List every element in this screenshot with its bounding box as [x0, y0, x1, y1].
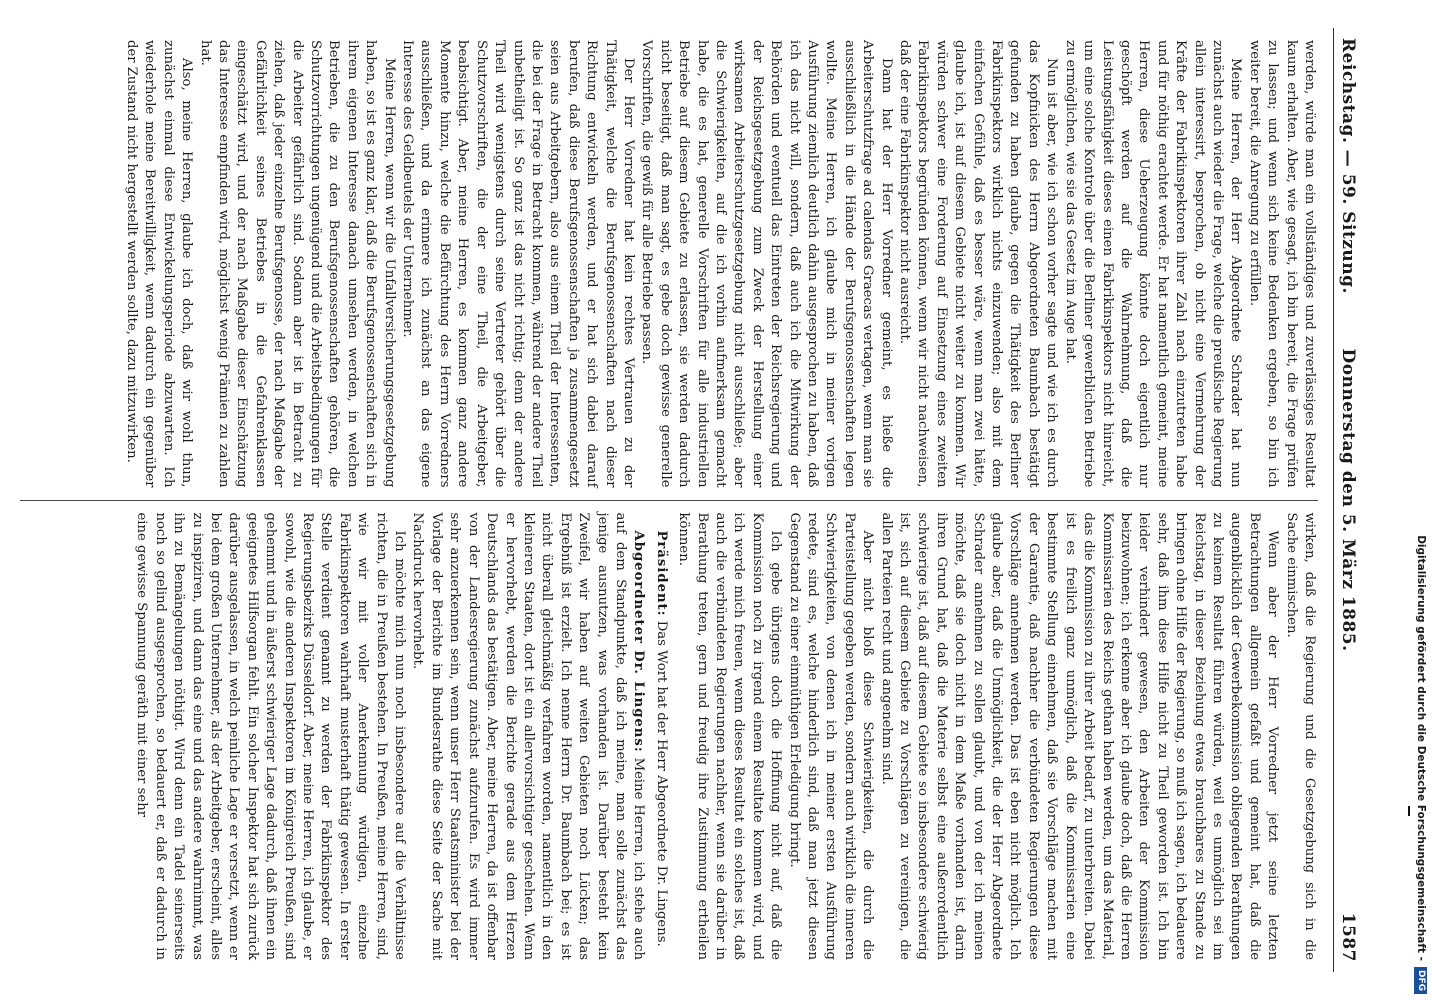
- paragraph: Aber nicht bloß diese Schwierigkeiten, die durch die Parteistellung gegeben werden, sondern auch wirklich die inneren Schwierigkeiten, von denen ich in meiner ersten Ausführung redete, sind es, welche hinderlich sind, daß man jetzt diesen Gegenstand zu einer einmüthigen Erledigung bringt.: [786, 512, 876, 960]
- speaker-text: Meine Herren, ich stehe auch auf dem Standpunkte, daß ich meine, man solle zunächst das jenige ausnutzen, was vorhanden ist. Darüber besteht kein Zweifel, wir haben auf weiten Gebieten noch Lücken; das Ergebniß ist erzielt. Ich nenne Herrn Dr. Baumbach bei; es ist nicht überall gleichmäßig verfahren worden, namentlich in den kleineren Staaten, dort ist ein allervorsichtiger geschehen. Wenn er hervorhebt, werden die Berichte gerade aus dem Herzen Deutschlands das bestätigen. Aber, meine Herren, da ist offenbar von der Landesregierung zunächst aufzurufen. Es wird immer sehr anzuerkennen sein, wenn unser Herr Staatsminister bei der Vorlage der Berichte im Bundesrathe diese Seite der Sache mit Nachdruck hervorhebt.: [410, 512, 647, 960]
- running-head-date: Donnerstag den 5. März 1885.: [1338, 348, 1358, 652]
- speaker-remark: [408, 513, 647, 961]
- running-head: [1333, 28, 1358, 972]
- paragraph: Also, meine Herren, glaube ich doch, daß wir wohl thun, zunächst einmal diese Entwickelungsperiode abzuwarten. Ich wiederhole meine Bereitwilligkeit, wenn dadurch ein gegenüber der Zustand nicht hergestellt werden sollte, dazu mitzuwirken.: [124, 40, 195, 488]
- paragraph: Meine Herren, wenn wir die Unfallversicherungsgesetzgebung haben, so ist es ganz klar, daß die Berufsgenossenschaften sich in ihrem eigenen Interesse danach umsehen werden, in welchen Betrieben, die zu den Berufsgenossenschaften gehören, die Schutzvorrichtungen ungenügend und die Arbeitsbedingungen für die Arbeiter gefährlich sind. Sodann aber ist in Betracht zu ziehen, daß jeder einzelne Berufsgenosse, der nach Maßgabe der Gefährlichkeit seines Betriebes in die Gefahrenklassen eingeschätzt wird, und der nach Maßgabe dieser Einschätzung das Interesse empfinden wird, möglichst wenig Prämien zu zahlen hat.: [197, 40, 397, 488]
- president-remark: [651, 513, 669, 961]
- paragraph: Nun ist aber, wie ich schon vorher sagte und wie ich es durch das Kopfnicken des Herrn Abgeordneten Baumbach bestätigt gefunden zu haben glaube, gegen die Thätigkeit des Berliner Fabrikinspektors wirklich nichts einzuwenden; also mit dem einfachen Gefühle, daß es besser wäre, wenn man zwei hätte, glaube ich, ist auf diesem Gebiete nicht weiter zu kommen. Wir würden schwer eine Forderung auf Einsetzung eines zweiten Fabrikinspektors begründen können, wenn wir nicht nachweisen, daß der eine Fabrikinspektor nicht ausreicht.: [897, 40, 1060, 488]
- page-number: 1587: [1338, 912, 1358, 962]
- paragraph: Der Herr Vorredner hat kein rechtes Vertrauen zu der Thätigkeit, welche die Berufsgenossenschaften nach dieser Richtung entwickeln werden, und er hat sich dabei darauf berufen, daß diese Berufsgenossenschaften ja zusammengesetzt seien aus Arbeitgebern, also aus einem Theil der Interessenten, die bei der Frage in Betracht kommen, während der andere Theil unbetheiligt ist. So ganz ist das nicht richtig; denn der andere Theil wird wenigstens durch seine Vertreter gehört über die Schutzvorschriften, die der eine Theil, die Arbeitgeber, beabsichtigt. Aber, meine Herren, es kommen ganz andere Momente hinzu, welche die Befürchtung des Herrn Vorredners ausschließen, und da erinnere ich zunächst an das eigene Interesse des Geldbeutels der Unternehmer.: [400, 40, 636, 488]
- paragraph: wirken, daß die Regierung und die Gesetzgebung sich in die Sache einmischen.: [1283, 512, 1317, 960]
- paragraph: Meine Herren, der Herr Abgeordnete Schrader hat nun zunächst auch wieder die Frage, welche die preußische Regierung allein interessirt, besprochen, ob nicht eine Vermehrung der Kräfte der Fabrikinspektoren ihrer Zahl nach einzutreten habe und für nöthig erachtet werde. Er hat namentlich gemeint, meine Herren, diese Ueberzeugung könnte doch eigentlich nur geschöpft werden auf die Wahrnehmung, daß die Leistungsfähigkeit dieses einen Fabrikinspektors nicht hinreicht, um eine solche Kontrole über die Berliner gewerblichen Betriebe zu ermöglichen, wie sie das Gesetz im Auge hat.: [1062, 40, 1244, 488]
- president-label: Präsident:: [653, 530, 669, 617]
- paragraph: Dann hat der Herr Vorredner gemeint, es hieße die Arbeiterschutzfrage ad calendas Graecas vertagen, wenn man sie ausschließlich in die Hände der Berufsgenossenschaften legen wollte. Meine Herren, ich glaube mich in meiner vorigen Ausführung ziemlich deutlich dahin ausgesprochen zu haben, daß ich das nicht will, sondern, daß auch ich die Mitwirkung der Behörden und eventuell das Eintreten der Reichsregierung und der Reichsgesetzgebung zum Zweck der Herstellung einer wirksamen Arbeiterschutzgesetzgebung nicht ausschließe; aber die Schwierigkeiten, auf die ich vorhin aufmerksam gemacht habe, die es hat, generelle Vorschriften für alle industriellen Betriebe auf diesem Gebiete zu erlassen, sie werden dadurch nicht beseitigt, daß man sagt, es gebe doch gewisse generelle Vorschriften, die gewiß für alle Betriebe passen.: [639, 40, 894, 488]
- speaker-label: Abgeordneter Dr. Lingens:: [631, 530, 647, 753]
- text-columns: [20, 28, 1318, 972]
- digitization-credit: [1410, 0, 1432, 1000]
- running-head-left: Reichstag. — 59. Sitzung.: [1338, 38, 1358, 294]
- paragraph: Ich möchte mich nun noch insbesondere auf die Verhältnisse richten, die in Preußen bestehen. In Preußen, meine Herren, sind, wie wir mit voller Anerkennung würdigen, einzelne Fabrikinspektoren wahrhaft musterhaft thätig gewesen. In erster Stelle verdient genannt zu werden der Fabrikinspektor des Regierungsbezirks Düsseldorf. Aber, meine Herren, ich glaube, er sowohl, wie die anderen Inspektoren im Königreich Preußen, sind gehemmt und in äußerst schwieriger Lage dadurch, daß ihnen ein geeignetes Hilfsorgan fehlt. Ein solcher Inspektor hat sich zurück darüber ausgelassen, in welch peinliche Lage er versetzt, wenn er bei dem großen Unternehmer, als der Arbeitgeber, erscheint, alles zu inspiziren, und dann das eine und das andere wahrnimmt, was ihn zu Bemängelungen nöthigt. Wird denn ein Tadel seinerseits noch so gelind ausgesprochen, so bedauert er, daß er dadurch in eine gewisse Spannung geräth mit einer sehr: [134, 512, 408, 960]
- column-right: [20, 500, 1318, 973]
- paragraph: werden, würde man ein vollständiges und zuverlässiges Resultat kaum erhalten. Aber, wie gesagt, ich bin bereit, die Frage prüfen zu lassen; und wenn sich keine Bedenken ergeben, so bin ich weiter bereit, die Anregung zu erfüllen.: [1246, 40, 1317, 488]
- paragraph: Ich gebe übrigens doch die Hoffnung nicht auf, daß die Kommission noch zu irgend einem Resultate kommen wird, und ich werde mich freuen, wenn dieses Resultat ein solches ist, daß auch die verbündeten Regierungen nachher, wenn sie darüber in Berathung treten, gern und freudig ihre Zustimmung ertheilen können.: [676, 512, 784, 960]
- dfg-logo: DFG: [1415, 967, 1428, 994]
- digitization-credit-strip: [1410, 0, 1432, 1000]
- president-text: Das Wort hat der Herr Abgeordnete Dr. Lingens.: [653, 620, 669, 947]
- paragraph: Wenn aber der Herr Vorredner jetzt seine letzten Betrachtungen allgemein gefaßt und gemeint hat, daß die augenblicklich der Gewerbekommission obliegenden Berathungen zu keinem Resultat führen würden, weil es unmöglich sei im Reichstag, in dieser Beziehung etwas brauchbares zu Stande zu bringen ohne Hilfe der Regierung, so muß ich sagen, ich bedauere sehr, daß ihm diese Hilfe nicht zu Theil geworden ist. Ich bin leider verhindert gewesen, den Arbeiten der Kommission beizuwohnen; ich erkenne aber ich glaube doch, daß die Herren Kommissarien des Reichs gethan haben werden, um das Material, das die Kommission zu ihrer Arbeit bedarf, zu unterbreiten. Dabei ist es freilich ganz unmöglich, daß die Kommissarien eine bestimmte Stellung einnehmen, daß sie Vorschläge machen mit der Garantie, daß nachher die verbündeten Regierungen diese Vorschläge annehmen werden. Das ist eben nicht möglich. Ich glaube aber, daß die Unmöglichkeit, die der Herr Abgeordnete Schrader annehmen zu sollen glaubt, und von der ich meinen möchte, daß sie doch nicht in dem Maße vorhanden ist, darin ihren Grund hat, daß die Materie selbst eine außerordentlich schwierige ist, daß auf diesem Gebiete so insbesondere schwierig ist, sich auf diesem Gebiete zu Vorschlägen zu vereinigen, die allen Parteien recht und angenehm sind.: [878, 512, 1281, 960]
- column-left: [20, 28, 1318, 500]
- credit-text: Digitalisierung gefördert durch die Deutsche Forschungsgemeinschaft -: [1415, 535, 1427, 961]
